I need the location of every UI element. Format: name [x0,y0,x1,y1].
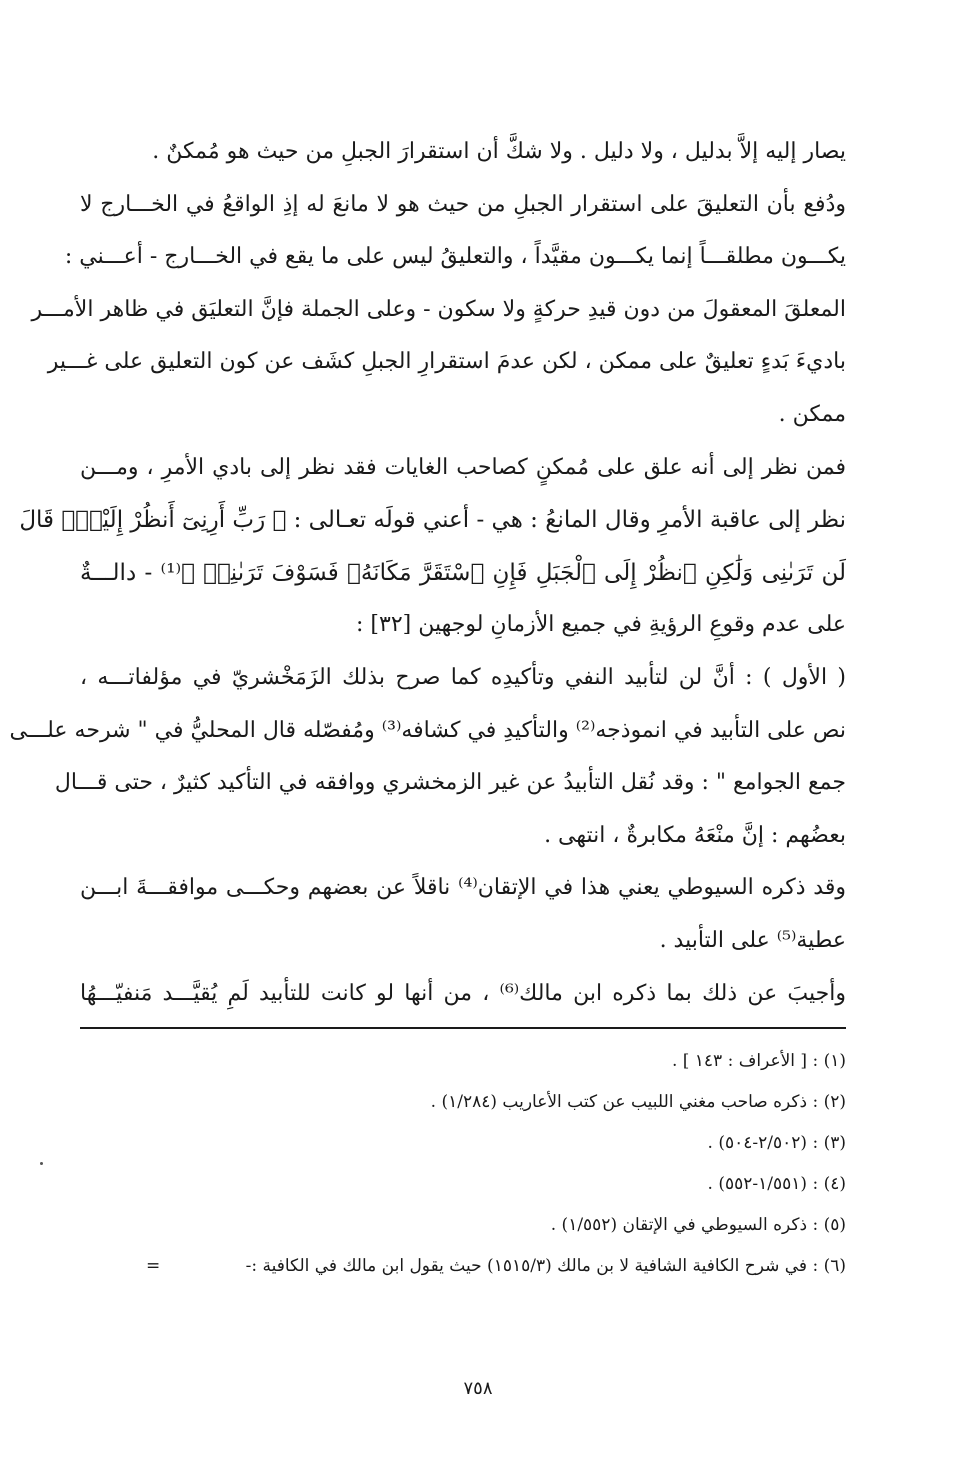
text-line: فمن نظر إلى أنه علق على مُمكنٍ كصاحب الغايات فقد نظر إلى بادي الأمرِ ، ومـــن [80,454,846,480]
text-line: وقد ذكره السيوطي يعني هذا في الإتقان⁽⁴⁾ ناقلاً عن بعضهم وحكـــى موافقـــةَ ابـــن [80,875,846,901]
text-line: بعضُهم : إنَّ منْعَهُ مكابرةٌ ، انتهى . [544,822,846,848]
footnote-last [80,1246,846,1287]
text-line: يصار إليه إلاَّ بدليل ، ولا دليل . ولا شكَّ أن استقرارَ الجبلِ من حيث هو مُمكنٌ . [152,139,846,164]
text-line: المعلقَ المعقولَ من دون قيدِ حركةٍ ولا سكون - وعلى الجملة فإنَّ التعليَق في ظاهر الأمـــر [31,296,846,322]
text-line: نص على التأبيد في انموذجه⁽²⁾ والتأكيدِ في كشافه⁽³⁾ ومُفصّله قال المحليُّ في " شرحه علـــى [9,717,846,743]
footnote: (٥) : ذكره السيوطي في الإتقان (١/٥٥٢) . [550,1215,846,1235]
text-line: ودُفع بأن التعليقَ على استقرار الجبلِ من حيث هو لا مانعَ له إذِ الواقعُ في الخـــارج لا [80,191,846,217]
text-line: ممكن . [778,401,846,427]
text-line: وأجيبَ عن ذلك بما ذكره ابن مالك⁽⁶⁾ ، من أنها لو كانت للتأبيد لَمِ يُقيَّـــد مَنفيّـــهُا [80,980,846,1006]
footnote-continuation-mark: = [146,1256,161,1276]
footnotes [80,1041,846,1287]
text-line: ( الأول ) : أنَّ لن لتأبيد النفي وتأكيدِه كما صرح بذلك الزَمَخْشريّ في مؤلفاتـــه ، [80,664,846,690]
text-line-quran: لَن تَرَىٰنِى وَلَٰكِنِ ٱنظُرْ إِلَى ٱلْجَبَلِ فَإِنِ ٱسْتَقَرَّ مَكَانَهُۥ فَسَوْفَ تَرَىٰنِىۚ ﴾⁽¹⁾ - دالـــةٌ [80,559,846,586]
footnote-text: (٦) : في شرح الكافية الشافية لا بن مالك (١٥١٥/٣) حيث يقول ابن مالك في الكافية :- [245,1256,846,1276]
main-text [9,126,846,1020]
text-line: باديءَ بَدءٍ تعليقٌ على ممكن ، لكن عدمَ استقرارِ الجبلِ كشَف عن كون التعليق على غـــير [47,349,846,375]
footnote: (٣) : (٢/٥٠٢-٥٠٤) . [707,1133,846,1153]
footnote: (٢) : ذكره صاحب مغني اللبيب عن كتب الأعاريب (١/٢٨٤) . [430,1092,846,1112]
text-line: يكـــون مطلقـــاً إنما يكـــون مقيَّداً ، والتعليقُ ليس على ما يقع في الخـــارج - أعـــني : [64,244,846,270]
footnote-separator [80,1027,846,1029]
text-line: عطية⁽⁵⁾ على التأبيد . [659,927,846,953]
text-line: جمع الجوامع " : وقد نُقل التأبيدُ عن غير الزمخشري ووافقه في التأكيد كثيرٌ ، حتى قـــال [54,770,846,796]
scan-speck [40,1162,43,1165]
footnote: (١) : [ الأعراف : ١٤٣ ] . [671,1051,846,1071]
page-number: ٧٥٨ [463,1378,493,1399]
text-line-quran: نظر إلى عاقبة الأمرِ وقال المانعُ : هي - أعني قولَه تعـالى : ﴿ رَبِّ أَرِنِىٓ أَنظُرْ إِلَيْكَۚ قَالَ [19,507,846,534]
text-line: على عدم وقوعِ الرؤيةِ في جميع الأزمانِ لوجهين [٣٢] : [356,612,846,638]
footnote: (٤) : (١/٥٥١-٥٥٢) . [707,1174,846,1194]
